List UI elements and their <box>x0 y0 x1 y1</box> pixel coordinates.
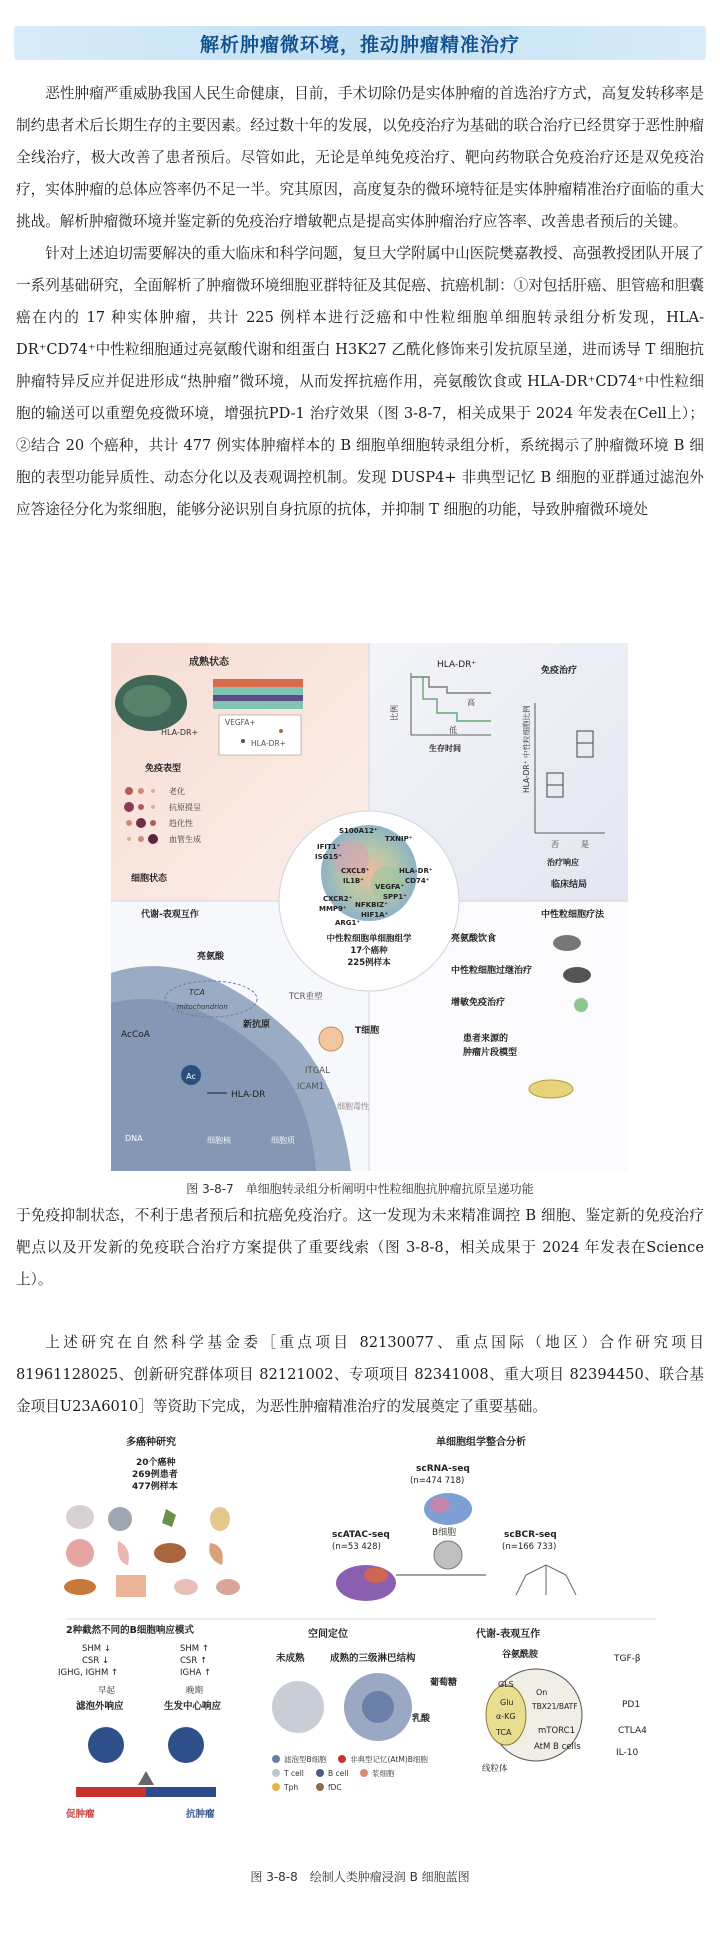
glutamine-label: 谷氨酰胺 <box>502 1650 539 1660</box>
stat-samples: 477例样本 <box>132 1482 178 1492</box>
mouse-icon-2 <box>563 967 591 983</box>
glucose-label: 葡萄糖 <box>430 1678 458 1688</box>
article-title-banner <box>14 26 706 60</box>
cell-state-label: 细胞状态 <box>131 874 168 884</box>
accoa-label: AcCoA <box>121 1030 150 1040</box>
neutro-therapy-label: 中性粒细胞疗法 <box>541 910 605 920</box>
paragraph-research: 针对上述迫切需要解决的重大临床和科学问题，复旦大学附属中山医院樊嘉教授、高强教授团队开展了一系列基础研究，全面解析了肿瘤微环境细胞亚群特征及其促癌、抗癌机制：①对包括肝癌、胆管癌和胆囊癌在内的 17 种实体肿瘤，共计 225 例样本进行泛癌和中性粒细胞单细胞转录组分析发现，HLA-DR⁺CD74⁺中性粒细胞通过亮氨酸代谢和组蛋白 H3K27 乙酰化修饰来引发抗原呈递，进而诱导 T 细胞抗肿瘤特异反应并促进形成“热肿瘤”微环境，从而发挥抗癌作用，亮氨酸饮食或 HLA-DR⁺CD74⁺中性粒细胞的输送可以重塑免疫微环境，增强抗PD-1 治疗效果（图 3-8-7，相关成果于 2024 年发表在Cell上）；②结合 20 个癌种，共计 477 例实体肿瘤样本的 B 细胞单细胞转录组分析，系统揭示了肿瘤微环境 B 细胞的表型功能异质性、动态分化以及表观调控机制。发现 DUSP4+ 非典型记忆 B 细胞的亚群通过滤泡外应答途径分化为浆细胞，能够分泌识别自身抗原的抗体，并抑制 T 细胞的功能，导致肿瘤微环境处 <box>16 245 704 518</box>
figure-3-8-8-graphic <box>36 1425 687 1855</box>
gene-hif1a: HIF1A⁺ <box>361 911 389 919</box>
spatial-title: 空间定位 <box>308 1629 348 1640</box>
spatial-legend-follicular: 滤泡型B细胞 <box>284 1755 327 1764</box>
stat-cancer-types: 20个癌种 <box>136 1458 176 1468</box>
figure-3-8-7-graphic <box>111 643 628 1171</box>
vegfa-label: VEGFA+ <box>225 718 256 727</box>
mature-tls-label: 成熟的三级淋巴结构 <box>330 1653 416 1664</box>
late-label: 晚期 <box>186 1686 204 1696</box>
figure-3-8-8-caption: 图 3-8-8 绘制人类肿瘤浸润 B 细胞蓝图 <box>250 1870 470 1884</box>
metab-epi-title: 代谢-表观互作 <box>476 1629 541 1640</box>
spatial-legend-plasma: 浆细胞 <box>372 1769 395 1778</box>
glu-label: Glu <box>500 1698 514 1707</box>
nucleus-label: 细胞核 <box>207 1136 231 1145</box>
tca-label: TCA <box>189 988 205 997</box>
neoantigen-label: 新抗原 <box>243 1020 271 1030</box>
gene-ifit1: IFIT1⁺ <box>317 843 341 851</box>
ctla4-label: CTLA4 <box>618 1726 647 1736</box>
box-ylabel: HLA-DR⁺ 中性粒细胞比例 <box>522 705 531 793</box>
cytotoxicity-label: 细胞毒性 <box>337 1102 369 1111</box>
clinical-outcome-label: 临床结局 <box>551 880 588 890</box>
hla-dr-gene-label: HLA-DR <box>231 1090 266 1100</box>
petri-dish-icon <box>529 1080 573 1098</box>
gene-spp1: SPP1⁺ <box>383 893 407 901</box>
figure-3-8-7 <box>111 643 628 1171</box>
gene-hla-dr: HLA-DR⁺ <box>399 867 433 875</box>
gene-nfkbiz: NFKBIZ⁺ <box>355 901 388 909</box>
figure-3-8-8 <box>36 1425 687 1855</box>
gene-cd74: CD74⁺ <box>405 877 430 885</box>
il10-label: IL-10 <box>616 1748 639 1758</box>
scrna-n: (n=474 718) <box>410 1476 465 1486</box>
gene-vegfa: VEGFA⁺ <box>375 883 405 891</box>
itgal-label: ITGAL <box>305 1066 330 1076</box>
gene-s100a12: S100A12⁺ <box>339 827 378 835</box>
germinal-cell-icon <box>168 1727 204 1763</box>
pro-tumor-label: 促肿瘤 <box>66 1809 95 1820</box>
paragraph-intro: 恶性肿瘤严重威胁我国人民生命健康，目前，手术切除仍是实体肿瘤的首选治疗方式，高复发转移率是制约患者术后长期生存的主要因素。经过数十年的发展，以免疫治疗为基础的联合治疗已经贯穿于恶性肿瘤全线治疗，极大改善了患者预后。尽管如此，无论是单纯免疫治疗、靶向药物联合免疫治疗还是双免疫治疗，实体肿瘤的总体应答率仍不足一半。究其原因，高度复杂的微环境特征是实体肿瘤精准治疗面临的重大挑战。解析肿瘤微环境并鉴定新的免疫治疗增敏靶点是提高实体肿瘤治疗应答率、改善患者预后的关键。 <box>16 85 704 230</box>
pro-tumor-bar <box>76 1787 146 1797</box>
center-label-2: 17个癌种 <box>350 946 388 956</box>
immature-tls-cluster <box>272 1681 324 1733</box>
tca-label-2: TCA <box>496 1728 512 1737</box>
tgfb-label: TGF-β <box>614 1654 641 1664</box>
therapy-item-adoptive: 中性粒细胞过继治疗 <box>451 966 533 976</box>
mode-left-shm: SHM ↓ <box>82 1644 111 1654</box>
tcell-label: T细胞 <box>355 1026 380 1036</box>
immature-label: 未成熟 <box>276 1653 305 1664</box>
paragraph-continued: 于免疫抑制状态，不利于患者预后和抗癌免疫治疗。这一发现为未来精准调控 B 细胞、鉴定新的免疫治疗靶点以及开发新的免疫联合治疗方案提供了重要线索（图 3-8-8，相关成果于 2024 年发表在Science上）。 <box>16 1207 704 1288</box>
bcell-icon <box>434 1541 462 1569</box>
atm-bcells-label: AtM B cells <box>534 1742 581 1752</box>
anti-tumor-label: 抗肿瘤 <box>186 1809 215 1820</box>
mtorc1-label: mTORC1 <box>538 1726 575 1736</box>
figure-3-8-7-caption: 图 3-8-7 单细胞转录组分析阐明中性粒细胞抗肿瘤抗原呈递功能 <box>186 1182 534 1196</box>
maturation-title: 成熟状态 <box>189 657 229 668</box>
tcell-icon <box>319 1027 343 1051</box>
spatial-legend-tph: Tph <box>284 1783 299 1792</box>
mouse-icon <box>553 935 581 951</box>
mode-right-shm: SHM ↑ <box>180 1644 209 1654</box>
gene-cxcr2: CXCR2⁺ <box>323 895 353 903</box>
immune-phenotype-title: 免疫表型 <box>145 764 182 774</box>
legend-item-chemotaxis: 趋化性 <box>169 819 193 828</box>
spatial-legend-tcell: T cell <box>284 1769 304 1778</box>
akg-label: α-KG <box>496 1712 516 1721</box>
mode-left-csr: CSR ↓ <box>82 1656 110 1666</box>
gene-txnip: TXNIP⁺ <box>385 835 413 843</box>
lactate-label: 乳酸 <box>412 1714 431 1724</box>
tbx-label: TBX21/BATF <box>532 1702 578 1711</box>
legend-item-aging: 老化 <box>169 787 185 796</box>
scbcr-label: scBCR-seq <box>504 1530 557 1540</box>
metabolic-label: 代谢-表观互作 <box>141 910 199 920</box>
ac-label: Ac <box>186 1072 196 1081</box>
gene-isg15: ISG15⁺ <box>315 853 342 861</box>
scatac-label: scATAC-seq <box>332 1530 390 1540</box>
on-label: On <box>536 1688 548 1697</box>
km-title: HLA-DR⁺ <box>437 660 477 670</box>
paragraph-funding: 上述研究在自然科学基金委［重点项目 82130077、重点国际（地区）合作研究项目 81961128025、创新研究群体项目 82121002、专项项目 82341008、重大项目 82394450、联合基金项目U23A6010］等资助下完成，为恶性肿瘤精准治疗的发展奠定了重要基础。 <box>16 1334 704 1415</box>
extrafollicular-label: 滤泡外响应 <box>76 1701 124 1712</box>
gene-cxcl8: CXCL8⁺ <box>341 867 370 875</box>
bcell-label: B细胞 <box>432 1528 457 1538</box>
km-high-label: 高 <box>467 698 475 707</box>
cytoplasm-label: 细胞质 <box>271 1136 295 1145</box>
mode-right-csr: CSR ↑ <box>180 1656 208 1666</box>
scbcr-n: (n=166 733) <box>502 1542 557 1552</box>
center-label-3: 225例样本 <box>347 958 391 968</box>
extrafollicular-cell-icon <box>88 1727 124 1763</box>
hla-dr-label-left: HLA-DR+ <box>161 728 199 737</box>
gls-label: GLS <box>498 1680 514 1689</box>
sc-integration-title: 单细胞组学整合分析 <box>436 1437 526 1448</box>
therapy-item-tumor-fragment: 肿瘤片段模型 <box>463 1048 518 1058</box>
tcr-label: TCR重塑 <box>289 992 323 1002</box>
legend-item-antigen: 抗原提呈 <box>169 803 201 812</box>
km-xlabel: 生存时间 <box>429 744 461 753</box>
anti-tumor-bar <box>146 1787 216 1797</box>
mode-left-ighg: IGHG, IGHM ↑ <box>58 1668 119 1678</box>
box-xlabel: 治疗响应 <box>547 858 579 867</box>
spatial-legend-bcell: B cell <box>328 1769 349 1778</box>
therapy-item-patient: 患者来源的 <box>463 1034 509 1044</box>
km-ylabel: 比例 <box>390 705 399 721</box>
icam1-label: ICAM1 <box>297 1082 324 1092</box>
scrna-label: scRNA-seq <box>416 1464 470 1474</box>
two-modes-title: 2种截然不同的B细胞响应模式 <box>66 1625 194 1636</box>
spatial-legend-atm: 非典型记忆(AtM)B细胞 <box>350 1755 428 1764</box>
scatac-umap <box>336 1565 396 1601</box>
therapy-item-sensitize: 增敏免疫治疗 <box>451 998 506 1008</box>
multi-cancer-title: 多癌种研究 <box>126 1437 176 1448</box>
germinal-label: 生发中心响应 <box>164 1701 222 1712</box>
km-low-label: 低 <box>449 726 457 735</box>
mode-right-igha: IGHA ↑ <box>180 1668 212 1678</box>
leucine-label: 亮氨酸 <box>197 952 225 962</box>
spatial-legend-fdc: fDC <box>328 1783 342 1792</box>
dna-label: DNA <box>125 1134 143 1143</box>
gene-il1b: IL1B⁺ <box>343 877 364 885</box>
scatac-n: (n=53 428) <box>332 1542 381 1552</box>
mito-label: 线粒体 <box>482 1764 508 1774</box>
gene-arg1: ARG1⁺ <box>335 919 361 927</box>
hla-dr-label-scatter: HLA-DR+ <box>251 739 286 748</box>
box-x-no: 否 <box>551 840 559 849</box>
therapy-item-leucine-diet: 亮氨酸饮食 <box>451 934 497 944</box>
stat-patients: 269例患者 <box>132 1470 178 1480</box>
box-x-yes: 是 <box>581 840 589 849</box>
tube-icon <box>574 998 588 1012</box>
legend-item-angiogenesis: 血管生成 <box>169 835 201 844</box>
gene-mmp9: MMP9⁺ <box>319 905 347 913</box>
early-label: 早起 <box>98 1686 116 1696</box>
immunotherapy-title: 免疫治疗 <box>541 666 578 676</box>
center-label-1: 中性粒细胞单细胞组学 <box>326 934 412 944</box>
article-title: 解析肿瘤微环境，推动肿瘤精准治疗 <box>199 33 520 56</box>
pd1-label: PD1 <box>622 1700 641 1710</box>
mitochondrion-label: mitochondrion <box>177 1003 228 1011</box>
